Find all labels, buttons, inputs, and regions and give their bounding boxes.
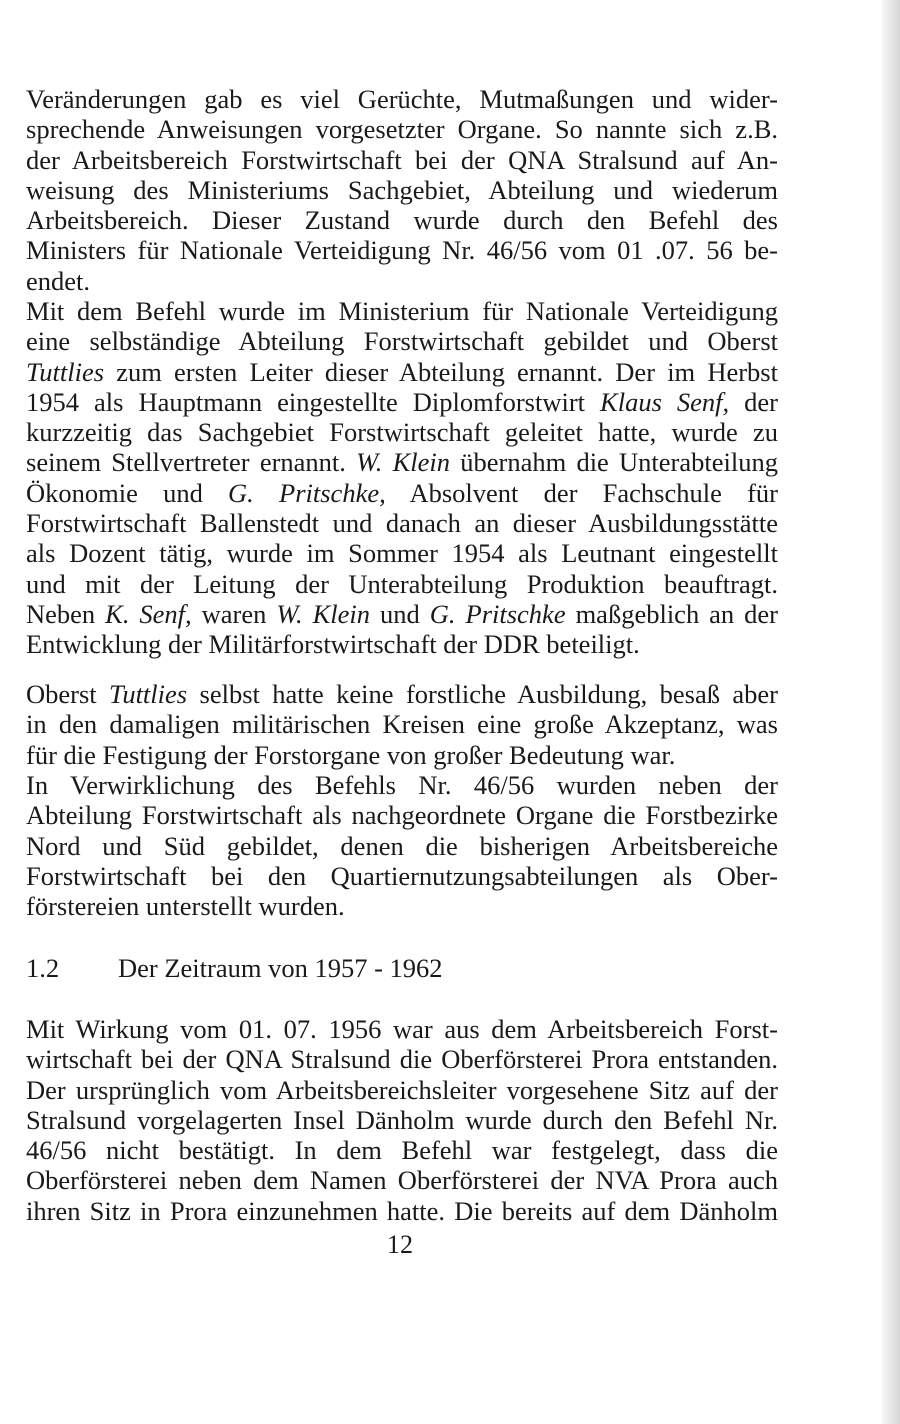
text-line: Forstwirtschaft Ballenstedt und danach an dieser Ausbildungsstätte	[26, 508, 778, 539]
text-line: Ministers für Nationale Verteidigung Nr. 46/56 vom 01 .07. 56 be-	[26, 235, 778, 266]
paragraph-1	[26, 84, 778, 296]
text-line: In Verwirklichung des Befehls Nr. 46/56 wurden neben der	[26, 770, 778, 800]
text-line: Entwicklung der Militärforstwirtschaft der DDR beteiligt.	[26, 629, 640, 660]
person-name: Tuttlies	[26, 356, 105, 387]
text-line: ihren Sitz in Prora einzunehmen hatte. Die bereits auf dem Dänholm	[26, 1195, 778, 1226]
person-name: W. Klein	[276, 598, 371, 629]
section-title: Der Zeitraum von 1957 - 1962	[118, 953, 443, 983]
paragraph-2	[26, 296, 778, 660]
text-line: Oberst Tuttlies selbst hatte keine forstliche Ausbildung, besaß aber	[26, 679, 778, 709]
text-line: förstereien unterstellt wurden.	[26, 891, 345, 922]
text-line: in den damaligen militärischen Kreisen eine große Akzeptanz, was	[26, 709, 778, 740]
text-line: für die Festigung der Forstorgane von großer Bedeutung war.	[26, 739, 676, 770]
text-line: seinem Stellvertreter ernannt. W. Klein übernahm die Unterabteilung	[26, 447, 778, 478]
text-line: Tuttlies zum ersten Leiter dieser Abteilung ernannt. Der im Herbst	[26, 356, 778, 387]
person-name: G. Pritschke,	[228, 477, 386, 508]
text-line: 1954 als Hauptmann eingestellte Diplomforstwirt Klaus Senf, der	[26, 386, 778, 417]
text-line: Der ursprünglich vom Arbeitsbereichsleiter vorgesehene Sitz auf der	[26, 1074, 778, 1105]
text-line: weisung des Ministeriums Sachgebiet, Abteilung und wiederum	[26, 174, 778, 205]
page-number: 12	[387, 1230, 413, 1259]
section-heading	[26, 952, 443, 984]
text-line: Oberförsterei neben dem Namen Oberförsterei der NVA Prora auch	[26, 1165, 778, 1196]
paragraph-5	[26, 1014, 778, 1226]
text-line: und mit der Leitung der Unterabteilung Produktion beauftragt.	[26, 568, 778, 599]
person-name: Klaus Senf,	[600, 386, 730, 417]
page-edge-shadow	[882, 0, 900, 1424]
person-name: G. Pritschke	[429, 598, 566, 629]
text-line: Arbeitsbereich. Dieser Zustand wurde durch den Befehl des	[26, 205, 778, 236]
person-name: W. Klein	[356, 447, 451, 478]
text-line: Neben K. Senf, waren W. Klein und G. Pritschke maßgeblich an der	[26, 598, 778, 629]
text-line: wirtschaft bei der QNA Stralsund die Oberförsterei Prora entstanden.	[26, 1044, 778, 1075]
text-line: Mit dem Befehl wurde im Ministerium für Nationale Verteidigung	[26, 296, 778, 326]
person-name: K. Senf,	[105, 598, 192, 629]
text-line: Veränderungen gab es viel Gerüchte, Mutmaßungen und wider-	[26, 84, 778, 114]
text-line: sprechende Anweisungen vorgesetzter Organe. So nannte sich z.B.	[26, 114, 778, 145]
text-line: kurzzeitig das Sachgebiet Forstwirtschaft geleitet hatte, wurde zu	[26, 417, 778, 448]
text-line: Mit Wirkung vom 01. 07. 1956 war aus dem Arbeitsbereich Forst-	[26, 1014, 778, 1044]
section-number: 1.2	[26, 953, 60, 983]
person-name: Tuttlies	[109, 679, 188, 709]
text-line: Forstwirtschaft bei den Quartiernutzungsabteilungen als Ober-	[26, 860, 778, 891]
text-line: Nord und Süd gebildet, denen die bisherigen Arbeitsbereiche	[26, 830, 778, 861]
text-line: als Dozent tätig, wurde im Sommer 1954 als Leutnant eingestellt	[26, 538, 778, 569]
text-line: eine selbständige Abteilung Forstwirtschaft gebildet und Oberst	[26, 326, 778, 357]
text-line: der Arbeitsbereich Forstwirtschaft bei der QNA Stralsund auf An-	[26, 144, 778, 175]
text-line: Stralsund vorgelagerten Insel Dänholm wurde durch den Befehl Nr.	[26, 1104, 778, 1135]
text-line: Ökonomie und G. Pritschke, Absolvent der Fachschule für	[26, 477, 778, 508]
text-line: Abteilung Forstwirtschaft als nachgeordnete Organe die Forstbezirke	[26, 800, 778, 831]
text-line: 46/56 nicht bestätigt. In dem Befehl war festgelegt, dass die	[26, 1135, 778, 1166]
paragraph-4	[26, 770, 778, 921]
text-line: endet.	[26, 265, 91, 296]
paragraph-3	[26, 679, 778, 770]
